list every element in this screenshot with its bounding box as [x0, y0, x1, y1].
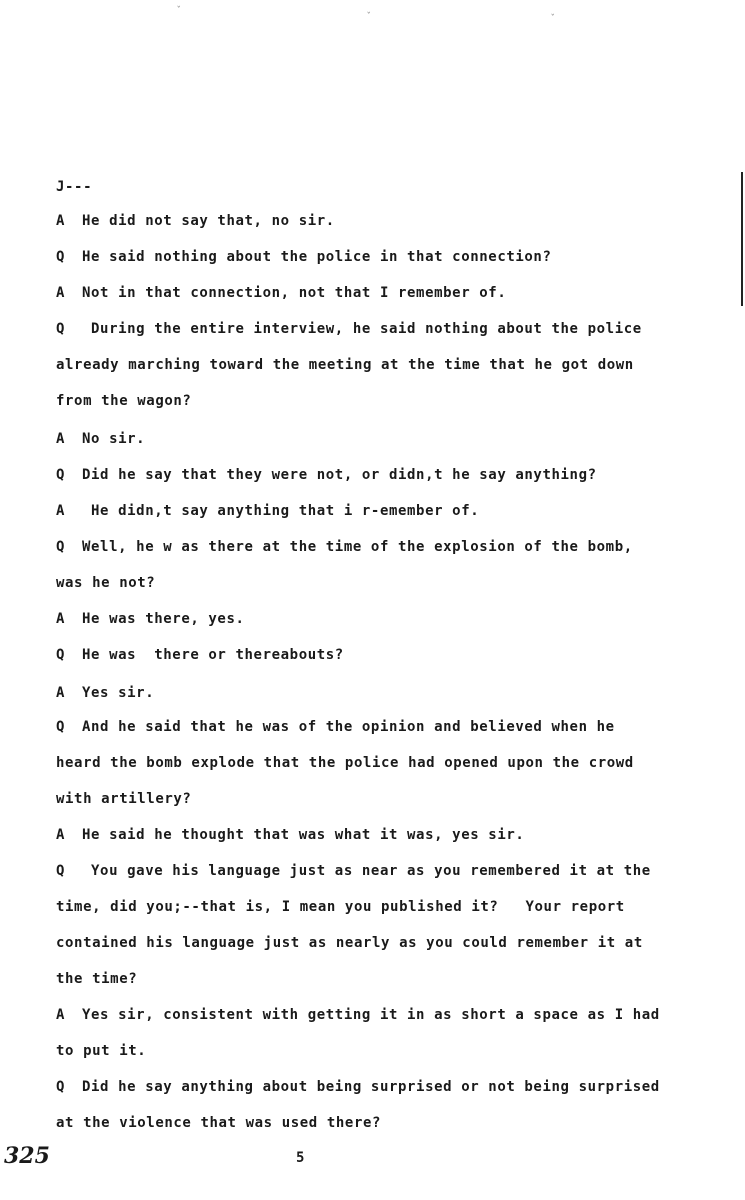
transcript-line [56, 430, 716, 448]
transcript-line [56, 574, 716, 592]
transcript-line [56, 284, 716, 302]
transcript-line [56, 248, 716, 266]
transcript-line [56, 970, 716, 988]
speaker-label: Q [56, 321, 66, 337]
line-text: He was there, yes. [82, 611, 245, 627]
transcript-line [56, 610, 716, 628]
page-marker: J--- [56, 179, 93, 195]
line-text: Not in that connection, not that I remember of. [82, 285, 507, 301]
line-text: Well, he w as there at the time of the explosion of the bomb, [82, 539, 633, 555]
transcript-line [56, 934, 716, 952]
transcript-line [56, 646, 716, 664]
speaker-label: Q [56, 249, 66, 265]
line-text: He did not say that, no sir. [82, 213, 335, 229]
line-text: He didn,t say anything that i r-emember of. [82, 503, 480, 519]
scan-mark: ˇ [366, 12, 372, 22]
transcript-line [56, 466, 716, 484]
line-text: the time? [56, 971, 138, 987]
transcript-line [56, 862, 716, 880]
handwritten-page-stamp: 325 [4, 1143, 50, 1169]
line-text: time, did you;--that is, I mean you published it? Your report [56, 899, 625, 915]
line-text: He said he thought that was what it was, yes sir. [82, 827, 525, 843]
scan-mark: ˇ [550, 14, 556, 24]
speaker-label: A [56, 685, 66, 701]
transcript-line [56, 502, 716, 520]
transcript-line [56, 1042, 716, 1060]
scan-mark: ˇ [176, 6, 182, 16]
transcript-line [56, 684, 716, 702]
speaker-label: Q [56, 719, 66, 735]
line-text: heard the bomb explode that the police had opened upon the crowd [56, 755, 634, 771]
line-text: Did he say anything about being surprised or not being surprised [82, 1079, 660, 1095]
transcript-line [56, 826, 716, 844]
speaker-label: Q [56, 539, 66, 555]
transcript-line [56, 320, 716, 338]
margin-rule [741, 172, 743, 306]
line-text: Yes sir, consistent with getting it in as short a space as I had [82, 1007, 660, 1023]
transcript-line [56, 1114, 716, 1132]
line-text: You gave his language just as near as you remembered it at the [82, 863, 651, 879]
line-text: with artillery? [56, 791, 192, 807]
speaker-label: A [56, 285, 66, 301]
line-text: already marching toward the meeting at the time that he got down [56, 357, 634, 373]
transcript-line [56, 718, 716, 736]
speaker-label: Q [56, 863, 66, 879]
transcript-line [56, 392, 716, 410]
speaker-label: A [56, 503, 66, 519]
line-text: During the entire interview, he said nothing about the police [82, 321, 642, 337]
speaker-label: Q [56, 647, 66, 663]
transcript-line [56, 790, 716, 808]
line-text: He was there or thereabouts? [82, 647, 344, 663]
transcript-line [56, 754, 716, 772]
transcript-line [56, 1078, 716, 1096]
transcript-line [56, 1006, 716, 1024]
line-text: to put it. [56, 1043, 147, 1059]
line-text: Did he say that they were not, or didn,t he say anything? [82, 467, 597, 483]
speaker-label: A [56, 213, 66, 229]
speaker-label: A [56, 1007, 66, 1023]
line-text: He said nothing about the police in that connection? [82, 249, 552, 265]
speaker-label: Q [56, 467, 66, 483]
line-text: No sir. [82, 431, 146, 447]
transcript-line [56, 898, 716, 916]
speaker-label: A [56, 827, 66, 843]
line-text: And he said that he was of the opinion and believed when he [82, 719, 615, 735]
page-number: 5 [296, 1150, 305, 1166]
speaker-label: A [56, 611, 66, 627]
line-text: contained his language just as nearly as you could remember it at [56, 935, 643, 951]
line-text: from the wagon? [56, 393, 192, 409]
line-text: at the violence that was used there? [56, 1115, 382, 1131]
line-text: was he not? [56, 575, 156, 591]
transcript-line [56, 356, 716, 374]
line-text: Yes sir. [82, 685, 155, 701]
transcript-line [56, 538, 716, 556]
speaker-label: Q [56, 1079, 66, 1095]
transcript-line [56, 212, 716, 230]
speaker-label: A [56, 431, 66, 447]
